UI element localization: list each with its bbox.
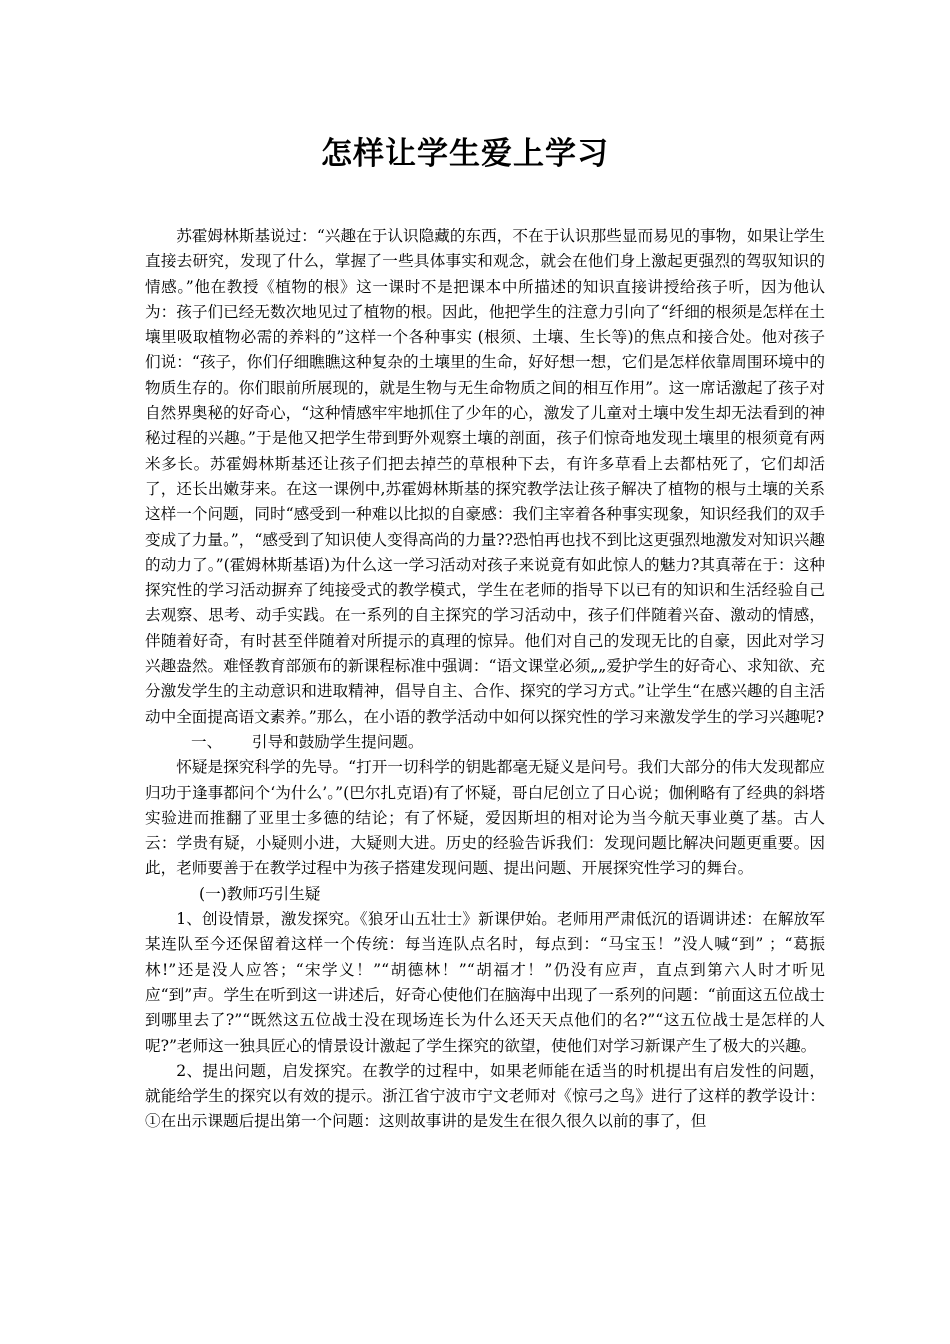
subsection-heading-1: (一)教师巧引生疑 xyxy=(199,884,321,903)
paragraph-intro: 苏霍姆林斯基说过：“兴趣在于认识隐藏的东西，不在于认识那些显而易见的事物，如果让学生直接去研究，发现了什么，掌握了一些具体事实和观念，就会在他们身上激起更强烈的驾驭知识的情感。”他在教授《植物的根》这一课时不是把课本中所描述的知识直接讲授给孩子听，因为他认为：孩子们已经无数次地见过了植物的根。因此，他把学生的注意力引向了“纤细的根须是怎样在土壤里吸取植物必需的养料的”这样一个各种事实 (根须、土壤、生长等)的焦点和接合处。他对孩子们说：“孩子，你们仔细瞧瞧这种复杂的土壤里的生命，好好想一想，它们是怎样依靠周围环境中的物质生存的。你们眼前所展现的，就是生物与无生命物质之间的相互作用”。这一席话激起了孩子对自然界奥秘的好奇心，“这种情感牢牢地抓住了少年的心，激发了儿童对土壤中发生却无法看到的神秘过程的兴趣。”于是他又把学生带到野外观察土壤的剖面，孩子们惊奇地发现土壤里的根须竟有两米多长。苏霍姆林斯基还让孩子们把去掉苎的草根种下去，有许多草看上去都枯死了，它们却活了，还长出嫩芽来。在这一课例中,苏霍姆林斯基的探究教学法让孩子解决了植物的根与土壤的关系这样一个问题，同时“感受到一种难以比拟的自豪感：我们主宰着各种事实现象，知识经我们的双手变成了力量。”，“感受到了知识使人变得高尚的力量??恐怕再也找不到比这更强烈地激发对知识兴趣的动力了。”(霍姆林斯基语)为什么这一学习活动对孩子来说竟有如此惊人的魅力?其真蒂在于：这种探究性的学习活动摒弃了纯接受式的教学模式，学生在老师的指导下以已有的知识和生活经验自己去观察、思考、动手实践。在一系列的自主探究的学习活动中，孩子们伴随着兴奋、激动的情感，伴随着好奇，有时甚至伴随着对所提示的真理的惊异。他们对自己的发现无比的自豪，因此对学习兴趣盎然。难怪教育部颁布的新课程标准中强调：“语文课堂必须„„爱护学生的好奇心、求知欲、充分激发学生的主动意识和进取精神，倡导自主、合作、探究的学习方式。”让学生“在感兴趣的自主活动中全面提高语文素养。”那么，在小语的教学活动中如何以探究性的学习来激发学生的学习兴趣呢? xyxy=(145,227,825,726)
paragraph-point-2: 2、提出问题，启发探究。在教学的过程中，如果老师能在适当的时机提出有启发性的问题，就能给学生的探究以有效的提示。浙江省宁波市宁文老师对《惊弓之鸟》进行了这样的教学设计：①在出示课题后提出第一个问题：这则故事讲的是发生在很久很久以前的事了，但 xyxy=(145,1061,825,1131)
document-title: 怎样让学生爱上学习 xyxy=(321,136,609,172)
paragraph-point-1: 1、创设情景，激发探究。《狼牙山五壮士》新课伊始。老师用严肃低沉的语调讲述：在解放军某连队至今还保留着这样一个传统：每当连队点名时，每点到：“马宝玉！”没人喊“到” ；“葛振林!”还是没人应答；“宋学义！”“胡德林！”“胡福才！”仍没有应声，直点到第六人时才听见应“到”声。学生在听到这一讲述后，好奇心使他们在脑海中出现了一系列的问题：“前面这五位战士到哪里去了?”“既然这五位战士没在现场连长为什么还天天点他们的名?”“这五位战士是怎样的人呢?”老师这一独具匠心的情景设计激起了学生探究的欲望，使他们对学习新课产生了极大的兴趣。 xyxy=(145,910,825,1055)
document-body xyxy=(145,224,825,1135)
section-heading-1: 一、 引导和鼓励学生提问题。 xyxy=(191,732,424,751)
paragraph-doubt: 怀疑是探究科学的先导。“打开一切科学的钥匙都毫无疑义是问号。我们大部分的伟大发现都应归功于逢事都问个‘为什么’。”(巴尔扎克语)有了怀疑，哥白尼创立了日心说；伽俐略有了经典的斜塔实验进而推翻了亚里士多德的结论；有了怀疑，爱因斯坦的相对论为当今航天事业奠了基。古人云：学贵有疑，小疑则小进，大疑则大进。历史的经验告诉我们：发现问题比解决问题更重要。因此，老师要善于在教学过程中为孩子搭建发现问题、提出问题、开展探究性学习的舞台。 xyxy=(145,758,825,878)
